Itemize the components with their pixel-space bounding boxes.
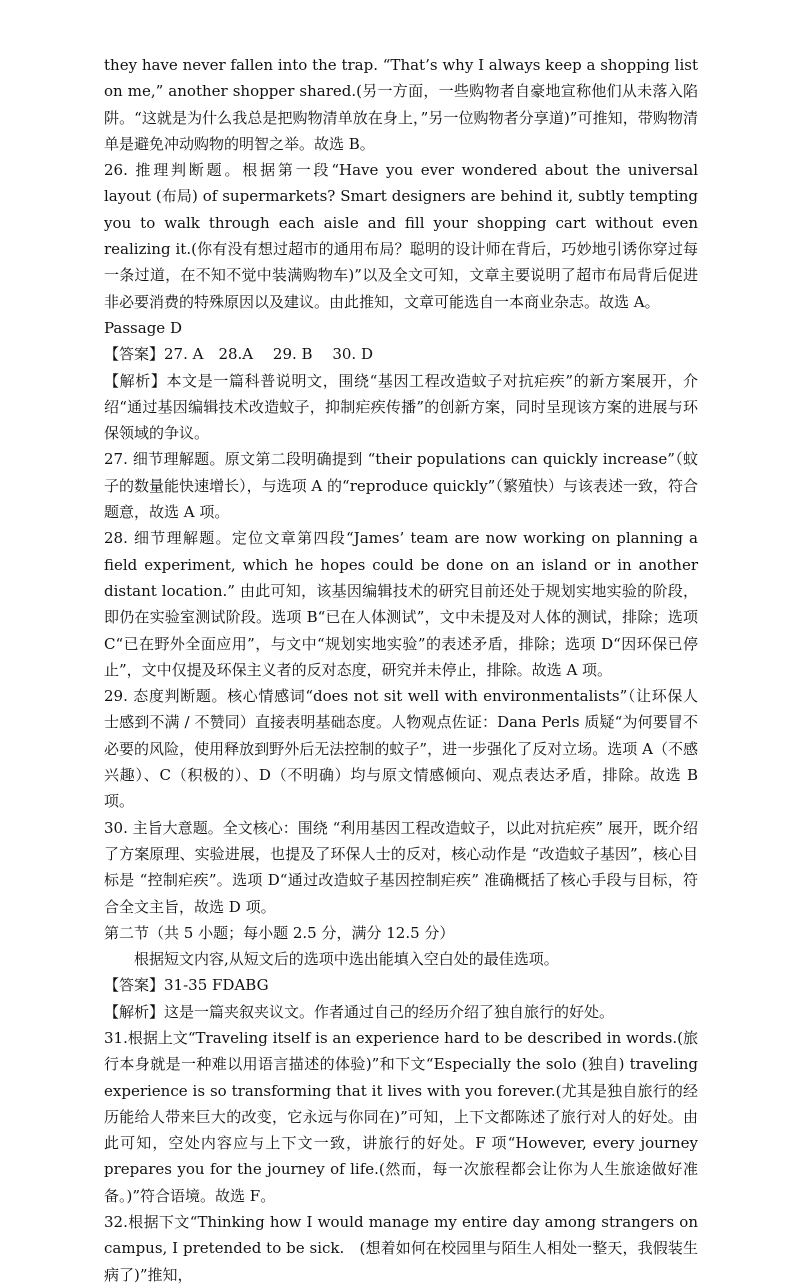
paragraph-q29: 29. 态度判断题。核心情感词“does not sit well with environmentalists”（让环保人士感到不满 / 不赞同）直接表明基础态度。人物观点佐证：Dana Perls 质疑“为何要冒不必要的风险，使用释放到野外后无法控制的蚊子”，进一步强化了反对立场。选项 A（不感兴趣）、C（积极的）、D（不明确）均与原文情感倾向、观点表达矛盾，排除。故选 B 项。 [104, 687, 698, 811]
paragraph-q27: 27. 细节理解题。原文第二段明确提到 “their populations can quickly increase”（蚊子的数量能快速增长），与选项 A 的“reproduce quickly”（繁殖快）与该表述一致，符合题意，故选 A 项。 [104, 450, 698, 522]
section-two-heading: 第二节（共 5 小题；每小题 2.5 分，满分 12.5 分） [104, 923, 455, 942]
paragraph-q25-conclusion: they have never fallen into the trap. “That’s why I always keep a shopping list on me,” another shopper shared.(另一方面，一些购物者自豪地宣称他们从未落入陷阱。“这就是为什么我总是把购物清单放在身上，”另一位购物者分享道)”可推知，带购物清单是避免冲动购物的明智之举。故选 B。 [104, 56, 698, 153]
section-two-instructions: 根据短文内容,从短文后的选项中选出能填入空白处的最佳选项。 [134, 950, 559, 969]
analysis-passage-d: 【解析】本文是一篇科普说明文，围绕“基因工程改造蚊子对抗疟疾”的新方案展开，介绍“通过基因编辑技术改造蚊子，抑制疟疾传播”的创新方案，同时呈现该方案的进展与环保领域的争议。 [104, 371, 698, 443]
answer-passage-d: 【答案】27. A 28.A 29. B 30. D [104, 345, 373, 364]
paragraph-q32: 32.根据下文“Thinking how I would manage my entire day among strangers on campus, I pretended to be sick. (想着如何在校园里与陌生人相处一整天，我假装生病了)”推知， [104, 1213, 698, 1284]
paragraph-q28: 28. 细节理解题。定位文章第四段“James’ team are now working on planning a field experiment, which he hopes could be done on an island or in another distant location.” 由此可知，该基因编辑技术的研究目前还处于规划实地实验的阶段，即仍在实验室测试阶段。选项 B“已在人体测试”，文中未提及对人体的测试，排除；选项 C“已在野外全面应用”，与文中“规划实地实验”的表述矛盾，排除；选项 D“因环保已停止”，文中仅提及环保主义者的反对态度，研究并未停止，排除。故选 A 项。 [104, 529, 698, 679]
analysis-section-two: 【解析】这是一篇夹叙夹议文。作者通过自己的经历介绍了独自旅行的好处。 [104, 1002, 615, 1021]
passage-d-heading: Passage D [104, 318, 182, 337]
paragraph-q26: 26. 推理判断题。根据第一段“Have you ever wondered about the universal layout (布局) of supermarkets? Smart designers are behind it, subtly tempting you to walk through each aisle and fill your shopping cart without even realizing it.(你有没有想过超市的通用布局？聪明的设计师在背后，巧妙地引诱你穿过每一条过道，在不知不觉中装满购物车)”以及全文可知，文章主要说明了超市布局背后促进非必要消费的特殊原因以及建议。由此推知，文章可能选自一本商业杂志。故选 A。 [104, 161, 698, 311]
document-page [104, 52, 698, 1288]
answer-section-two: 【答案】31-35 FDABG [104, 976, 269, 995]
paragraph-q31: 31.根据上文“Traveling itself is an experience hard to be described in words.(旅行本身就是一种难以用语言描述的体验)”和下文“Especially the solo (独自) traveling experience is so transforming that it lives with you forever.(尤其是独自旅行的经历能给人带来巨大的改变，它永远与你同在)”可知，上下文都陈述了旅行对人的好处。由此可知，空处内容应与上下文一致，讲旅行的好处。F 项“However, every journey prepares you for the journey of life.(然而，每一次旅程都会让你为人生旅途做好准备。)”符合语境。故选 F。 [104, 1028, 698, 1205]
paragraph-q30: 30. 主旨大意题。全文核心：围绕 “利用基因工程改造蚊子，以此对抗疟疾” 展开，既介绍了方案原理、实验进展，也提及了环保人士的反对，核心动作是 “改造蚊子基因”，核心目标是 “控制疟疾”。选项 D“通过改造蚊子基因控制疟疾” 准确概括了核心手段与目标，符合全文主旨，故选 D 项。 [104, 818, 698, 916]
